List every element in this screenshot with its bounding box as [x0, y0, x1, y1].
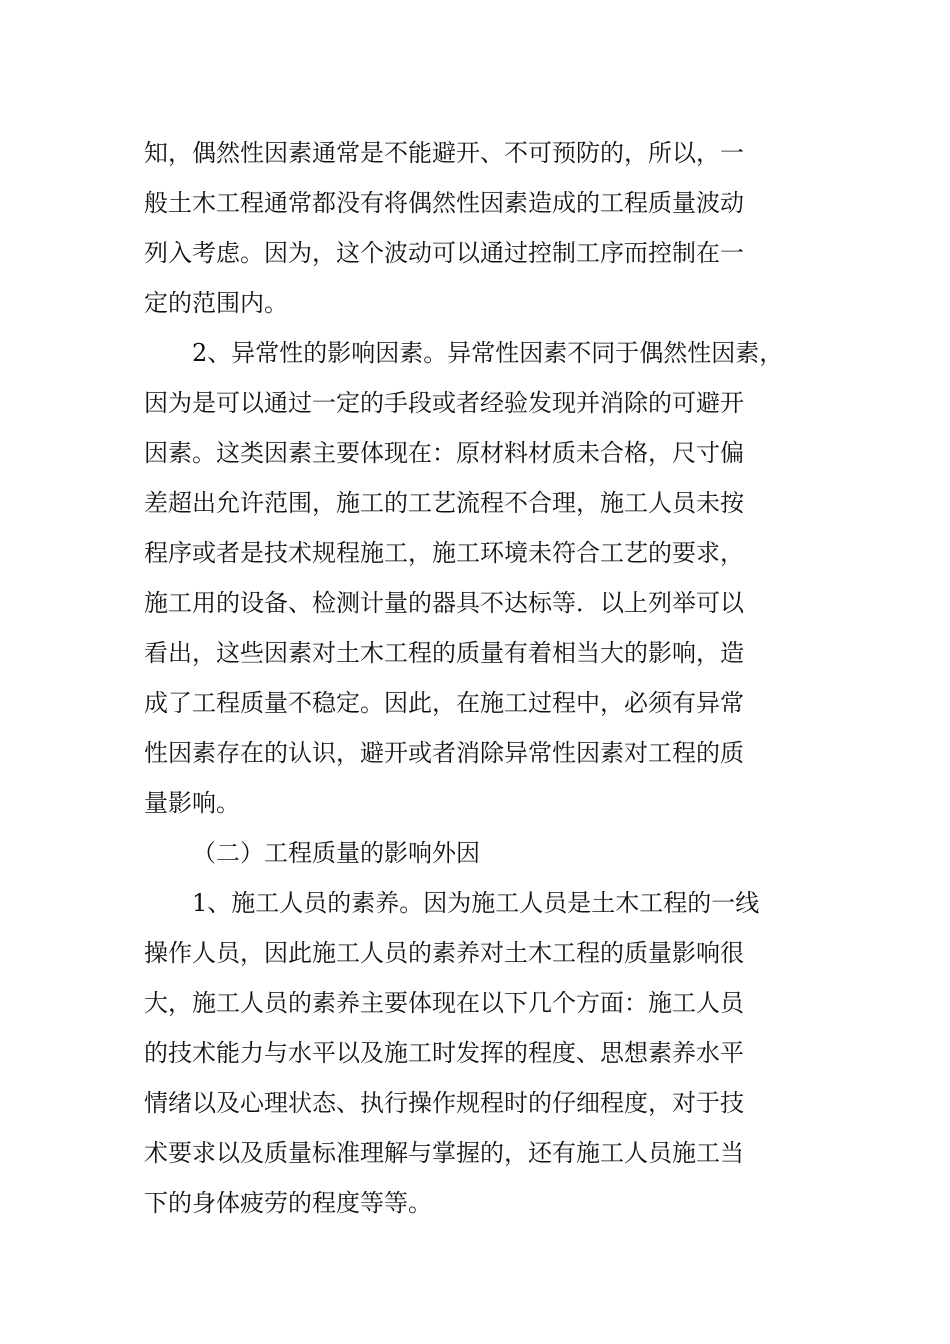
text-line: 因素。这类因素主要体现在：原材料材质未合格，尺寸偏 [144, 439, 744, 467]
body-text [144, 128, 814, 1228]
text-line: 般土木工程通常都没有将偶然性因素造成的工程质量波动 [144, 189, 744, 217]
paragraph-start-line: 1、施工人员的素养。因为施工人员是土木工程的一线 [192, 889, 760, 917]
text-line: 看出，这些因素对土木工程的质量有着相当大的影响，造 [144, 639, 744, 667]
section-heading: （二）工程质量的影响外因 [192, 839, 480, 867]
text-line: 程序或者是技术规程施工，施工环境未符合工艺的要求， [144, 539, 744, 567]
text-line: 知，偶然性因素通常是不能避开、不可预防的，所以，一 [144, 139, 744, 167]
text-line: 的技术能力与水平以及施工时发挥的程度、思想素养水平 [144, 1039, 744, 1067]
text-line: 差超出允许范围，施工的工艺流程不合理，施工人员未按 [144, 489, 744, 517]
text-line: 列入考虑。因为，这个波动可以通过控制工序而控制在一 [144, 239, 744, 267]
text-line: 下的身体疲劳的程度等等。 [144, 1189, 432, 1217]
text-line: 成了工程质量不稳定。因此，在施工过程中，必须有异常 [144, 689, 744, 717]
paragraph-start-line: 2、异常性的影响因素。异常性因素不同于偶然性因素， [192, 339, 784, 367]
text-line: 性因素存在的认识，避开或者消除异常性因素对工程的质 [144, 739, 744, 767]
text-line: 施工用的设备、检测计量的器具不达标等．以上列举可以 [144, 589, 744, 617]
text-line: 情绪以及心理状态、执行操作规程时的仔细程度，对于技 [144, 1089, 744, 1117]
text-line: 量影响。 [144, 789, 240, 817]
text-line: 定的范围内。 [144, 289, 288, 317]
text-line: 因为是可以通过一定的手段或者经验发现并消除的可避开 [144, 389, 744, 417]
text-line: 操作人员，因此施工人员的素养对土木工程的质量影响很 [144, 939, 744, 967]
text-line: 术要求以及质量标准理解与掌握的，还有施工人员施工当 [144, 1139, 744, 1167]
text-line: 大，施工人员的素养主要体现在以下几个方面：施工人员 [144, 989, 744, 1017]
